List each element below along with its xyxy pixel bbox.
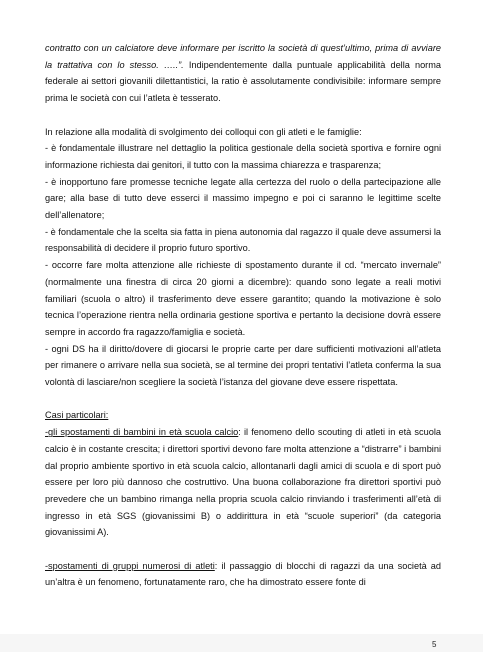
colloqui-item: - è fondamentale che la scelta sia fatta in piena autonomia dal ragazzo il quale deve assumersi la responsabilità di decidere il proprio futuro sportivo. (45, 226, 441, 254)
quoted-norm-text: contratto con un calciatore deve informare per iscritto la società di quest’ultimo, prima di avviare la trattativa con lo stesso. …..”. (45, 43, 441, 70)
caso-gruppi-numerosi (45, 558, 441, 591)
caso-gruppi-body: : il passaggio di blocchi di ragazzi da una società ad un’altra è un fenomeno, fortunatamente raro, che ha dimostrato essere fonte di (45, 560, 441, 588)
caso-scuola-calcio-body: : il fenomeno dello scouting di atleti in età scuola calcio è in costante crescita; i direttori sportivi devono fare molta attenzione a “distrarre” i bambini dal proprio ambiente sportivo in età scuola calcio, allontanarli dagli amici di scuola e di sport può essere per loro più dannoso che costruttivo. Una buona collaborazione fra direttori sportivi può prevedere che un bambino rimanga nella propria scuola calcio rinviando i trasferimenti all’età di ingresso in età SGS (giovanissimi B) o addirittura in età “scuole superiori” (da categoria giovanissimi A). (45, 427, 441, 538)
paragraph-norma (45, 40, 441, 107)
colloqui-item: - occorre fare molta attenzione alle richieste di spostamento durante il cd. “mercato invernale” (normalmente una finestra di circa 20 giorni a dicembre): quando sono legate a reali motivi familiari (scuola o altro) il trasferimento deve essere garantito; quando la motivazione è solo tecnica l’operazione rientra nella ordinaria gestione sportiva e pertanto la decisione dovrà essere sempre in accordo fra ragazzo/famiglia e società. (45, 260, 441, 337)
document-body (45, 40, 441, 591)
caso-gruppi-title: -spostamenti di gruppi numerosi di atleti (45, 560, 215, 571)
section-heading-casi: Casi particolari: (45, 410, 109, 421)
page-number: 5 (432, 640, 437, 649)
colloqui-intro: In relazione alla modalità di svolgimento dei colloqui con gli atleti e le famiglie: (45, 126, 362, 137)
caso-scuola-calcio-title: -gli spostamenti di bambini in età scuola calcio (45, 427, 239, 438)
caso-scuola-calcio (45, 424, 441, 541)
paragraph-norma-rest: Indipendentemente dalla puntuale applicabilità della norma federale ai settori giovanili dilettantistici, la ratio è assolutamente condivisibile: informare sempre prima le società con cui l’atleta è tesserato. (45, 59, 441, 104)
colloqui-item: - ogni DS ha il diritto/dovere di giocarsi le proprie carte per dare sufficienti motivazioni all’atleta per rimanere o arrivare nella sua società, se al termine dei propri tentativi l’atleta conferma la sua volontà di lasciare/non scegliere la società l’istanza del giovane deve essere rispettata. (45, 343, 441, 388)
colloqui-item: - è inopportuno fare promesse tecniche legate alla certezza del ruolo o della partecipazione alle gare; alla base di tutto deve esserci il massimo impegno e poi ci saranno le legittime scelte dell’allenatore; (45, 176, 441, 221)
page-bottom-strip (0, 634, 483, 652)
colloqui-item: - è fondamentale illustrare nel dettaglio la politica gestionale della società sportiva e fornire ogni informazione richiesta dai genitori, il tutto con la massima chiarezza e trasparenza; (45, 143, 441, 170)
